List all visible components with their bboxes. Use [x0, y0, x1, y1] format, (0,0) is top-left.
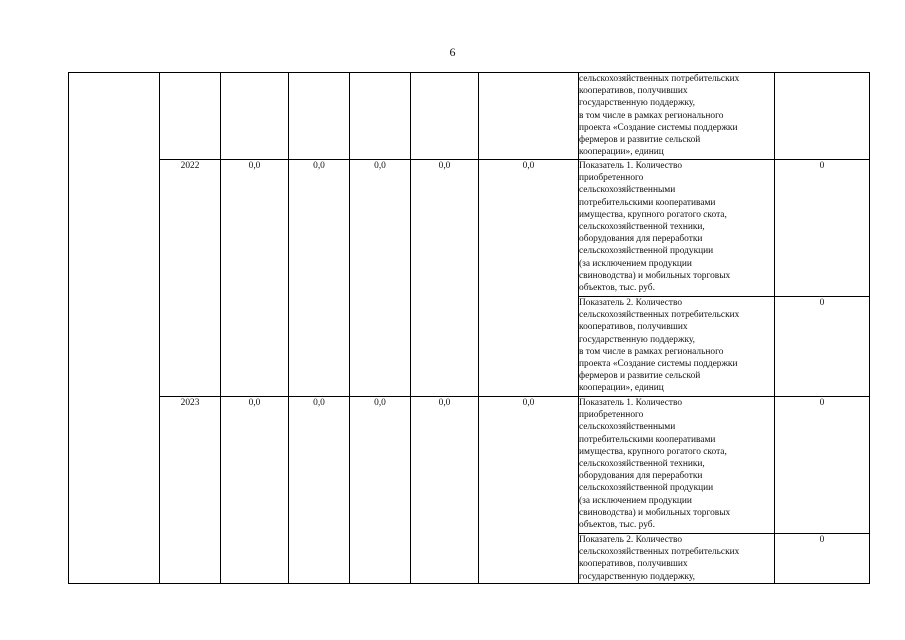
table-row	[69, 397, 870, 534]
table-row	[69, 160, 870, 297]
value-cell	[350, 73, 411, 160]
table-row	[69, 73, 870, 160]
value-cell: 0,0	[479, 397, 579, 584]
year-cell	[160, 73, 221, 160]
indicator-value-cell: 0	[775, 534, 870, 584]
indicator-cell: Показатель 2. Количество сельскохозяйственных потребительских кооперативов, получивших государственную поддержку,	[579, 534, 775, 584]
value-cell: 0,0	[289, 160, 350, 397]
indicator-value-cell: 0	[775, 397, 870, 534]
value-cell: 0,0	[350, 160, 411, 397]
value-cell: 0,0	[221, 160, 289, 397]
merged-name-cell	[69, 73, 160, 584]
indicator-cell: Показатель 1. Количество приобретенного сельскохозяйственными потребительскими кооперативами имущества, крупного рогатого скота, сельскохозяйственной техники, оборудования для переработки сельскохозяйственной продукции (за исключением продукции свиноводства) и мобильных торговых объектов, тыс. руб.	[579, 160, 775, 297]
value-cell: 0,0	[289, 397, 350, 584]
value-cell	[411, 73, 479, 160]
value-cell: 0,0	[411, 160, 479, 397]
value-cell: 0,0	[479, 160, 579, 397]
indicator-value-cell: 0	[775, 160, 870, 297]
indicator-value-cell: 0	[775, 297, 870, 397]
page-number: 6	[449, 45, 456, 59]
indicator-cell: Показатель 1. Количество приобретенного сельскохозяйственными потребительскими кооперативами имущества, крупного рогатого скота, сельскохозяйственной техники, оборудования для переработки сельскохозяйственной продукции (за исключением продукции свиноводства) и мобильных торговых объектов, тыс. руб.	[579, 397, 775, 534]
value-cell	[479, 73, 579, 160]
value-cell: 0,0	[350, 397, 411, 584]
year-cell: 2022	[160, 160, 221, 397]
indicator-cell: Показатель 2. Количество сельскохозяйственных потребительских кооперативов, получивших государственную поддержку, в том числе в рамках регионального проекта «Создание системы поддержки фермеров и развитие сельской кооперации», единиц	[579, 297, 775, 397]
indicator-value-cell	[775, 73, 870, 160]
value-cell: 0,0	[221, 397, 289, 584]
value-cell	[289, 73, 350, 160]
program-table	[68, 72, 870, 584]
value-cell	[221, 73, 289, 160]
indicator-cell: сельскохозяйственных потребительских кооперативов, получивших государственную поддержку, в том числе в рамках регионального проекта «Создание системы поддержки фермеров и развитие сельской кооперации», единиц	[579, 73, 775, 160]
year-cell: 2023	[160, 397, 221, 584]
value-cell: 0,0	[411, 397, 479, 584]
